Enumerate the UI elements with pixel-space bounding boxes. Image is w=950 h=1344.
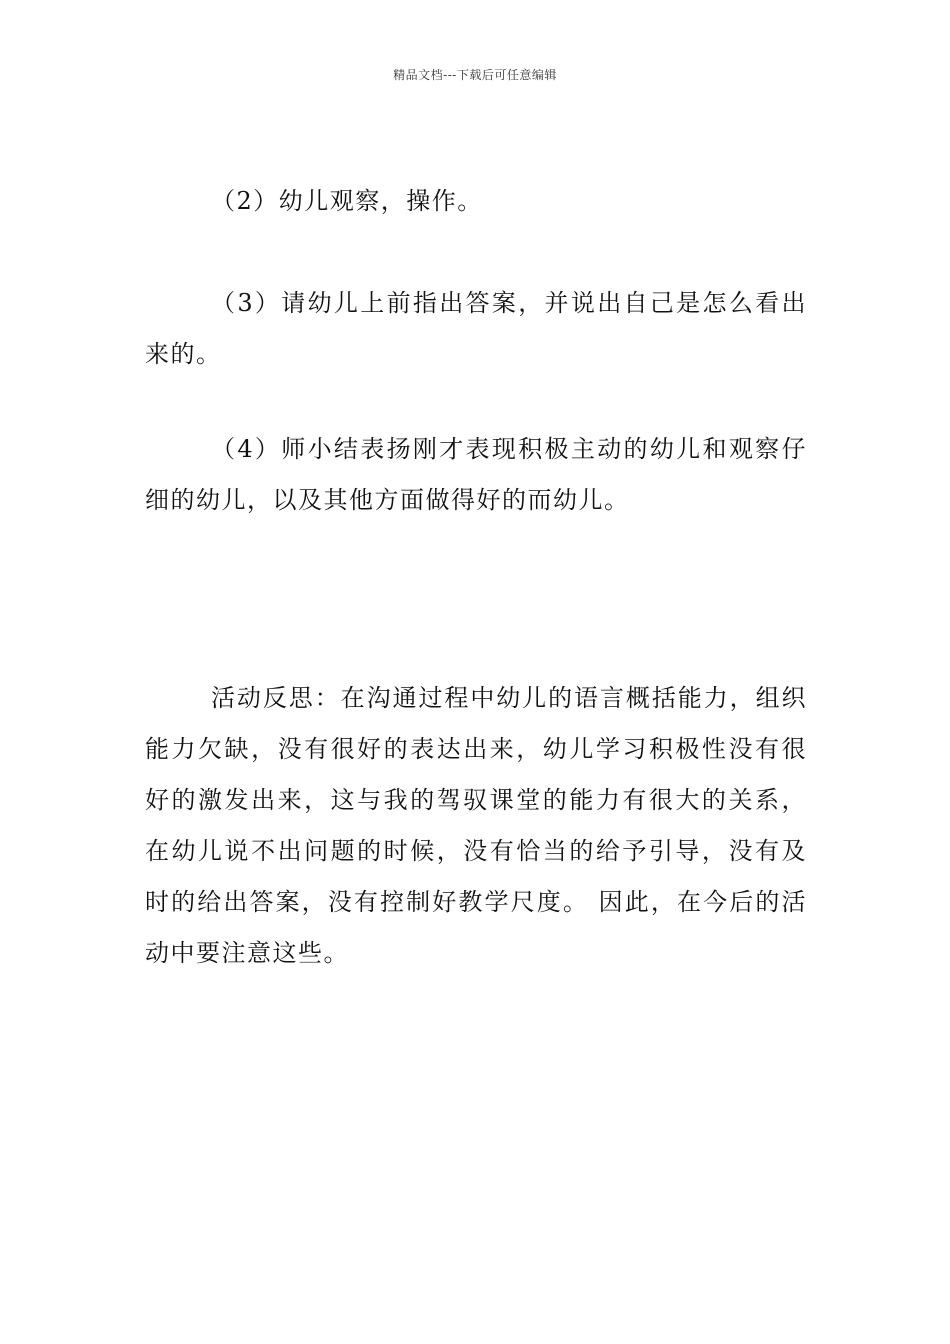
paragraph-step-2: （2）幼儿观察，操作。 bbox=[211, 187, 483, 215]
page-header: 精品文档---下载后可任意编辑 bbox=[393, 68, 557, 82]
paragraph-step-3: （3）请幼儿上前指出答案，并说出自己是怎么看出来的。 bbox=[145, 289, 807, 368]
paragraph-reflection: 活动反思：在沟通过程中幼儿的语言概括能力，组织能力欠缺，没有很好的表达出来，幼儿学习积极性没有很好的激发出来，这与我的驾驭课堂的能力有很大的关系，在幼儿说不出问题的时候，没有恰当的给予引导，没有及时的给出答案，没有控制好教学尺度。 因此，在今后的活动中要注意这些。 bbox=[145, 684, 807, 967]
paragraph-step-4: （4）师小结表扬刚才表现积极主动的幼儿和观察仔细的幼儿，以及其他方面做得好的而幼儿。 bbox=[145, 435, 807, 514]
